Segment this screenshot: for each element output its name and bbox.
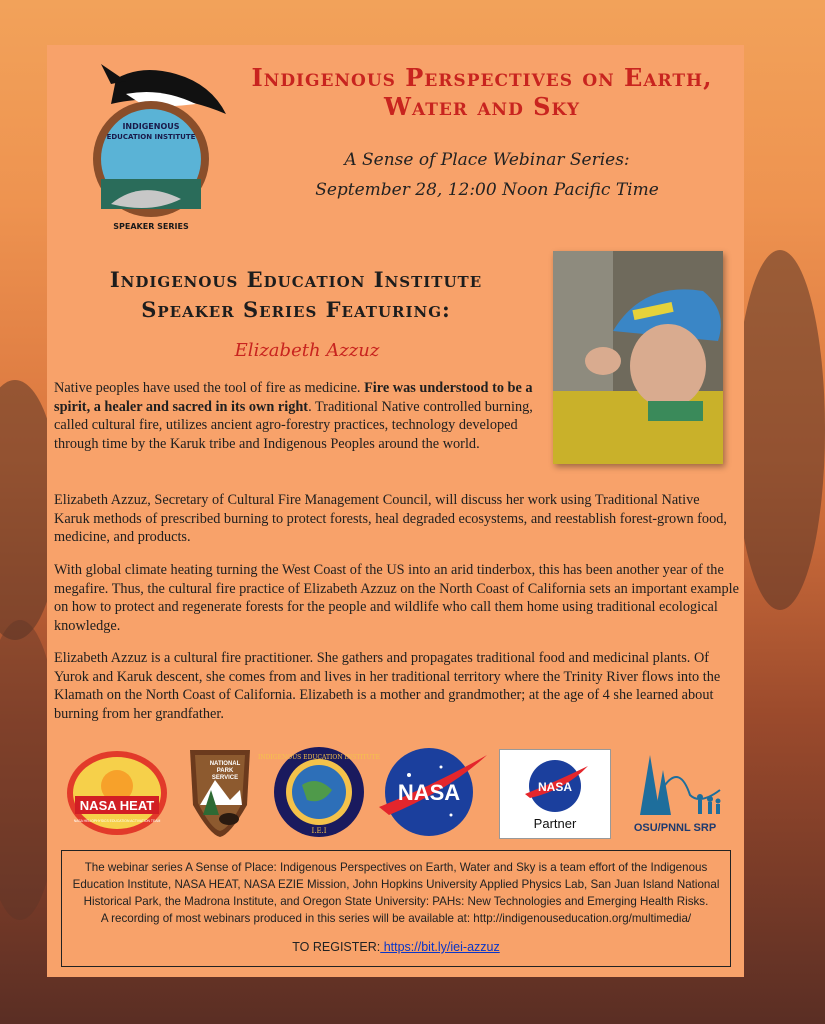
register-link[interactable]: https://bit.ly/iei-azzuz	[380, 940, 500, 954]
event-datetime: September 28, 12:00 Noon Pacific Time	[315, 180, 659, 200]
register-label: TO REGISTER:	[292, 940, 381, 954]
council-paragraph: Elizabeth Azzuz, Secretary of Cultural Fire Management Council, will discuss her work using Traditional Native Karuk methods of prescribed burning to protect forests, heal degraded ecosystems, and reestablish forest-grown food, medicine, and products.	[54, 492, 727, 545]
intro-text-a: Native peoples have used the tool of fire as medicine.	[54, 380, 365, 396]
nasa-heat-logo	[65, 748, 170, 838]
series-name: A Sense of Place Webinar Series:	[344, 150, 630, 170]
nasa-meatball-logo	[379, 745, 489, 840]
svg-text:NASA HEAT: NASA HEAT	[79, 798, 155, 813]
partner-logos	[47, 743, 744, 843]
speaker-name: Elizabeth Azzuz	[234, 340, 380, 361]
feature-heading-line2: Speaker Series Featuring:	[141, 297, 451, 322]
iei-speaker-series-logo	[71, 59, 221, 234]
bio-paragraph: Elizabeth Azzuz is a cultural fire practitioner. She gathers and propagates traditional food and medicinal plants. Of Yurok and Karuk descent, she comes from and lives in her traditional territory where the Trinity River flows into the Klamath on the North Coast of California. Elizabeth is a mother and grandmother; at the age of 4 she learned about burning from her grandfather.	[54, 650, 721, 722]
svg-text:PARK: PARK	[216, 768, 234, 774]
iei-round-logo	[257, 745, 381, 840]
footer-box	[61, 850, 731, 967]
osu-pnnl-srp-logo	[620, 745, 730, 840]
register-line	[68, 939, 724, 956]
nasa-partner-logo	[499, 749, 611, 839]
svg-text:SERVICE: SERVICE	[211, 775, 239, 781]
event-title: Indigenous Perspectives on Earth, Water and Sky	[251, 63, 713, 121]
svg-text:Partner: Partner	[533, 816, 577, 831]
speaker-photo	[553, 251, 723, 464]
flyer-panel	[47, 45, 744, 977]
event-subtitle	[277, 145, 697, 205]
feature-heading	[61, 265, 531, 325]
svg-text:EDUCATION INSTITUTE: EDUCATION INSTITUTE	[106, 133, 196, 141]
footer-recording-note: A recording of most webinars produced in this series will be available at: http://indigenouseducation.org/multimedia/	[100, 912, 692, 925]
intro-paragraph	[54, 379, 544, 453]
footer-credits: The webinar series A Sense of Place: Indigenous Perspectives on Earth, Water and Sky is a team effort of the Indigenous Education Institute, NASA HEAT, NASA EZIE Mission, John Hopkins University Applied Physics Lab, San Juan Island National Historical Park, the Madrona Institute, and Oregon State University: PAHs: New Technologies and Emerging Health Risks.	[72, 861, 720, 908]
megafire-paragraph: With global climate heating turning the West Coast of the US into an arid tinderbox, this has been another year of the megafire. Thus, the cultural fire practice of Elizabeth Azzuz on the North Coast of California sets an important example on how to protect and regenerate forests for the people and wildlife who call them home using traditional ecological knowledge.	[54, 562, 739, 634]
svg-text:NATIONAL: NATIONAL	[209, 761, 241, 767]
intro-text-bold: Fire was understood to be a spirit, a healer and sacred in its own right	[54, 380, 533, 415]
svg-text:INDIGENOUS: INDIGENOUS	[122, 122, 180, 131]
svg-text:I.E.I: I.E.I	[311, 827, 327, 835]
svg-text:NASA: NASA	[397, 780, 461, 805]
background-tree	[735, 250, 825, 610]
svg-text:OSU/PNNL SRP: OSU/PNNL SRP	[633, 822, 717, 834]
intro-text-b: . Traditional Native controlled burning, called cultural fire, utilizes ancient agro-forestry practices, technology developed through time by the Karuk tribe and Indigenous Peoples around the world.	[54, 398, 533, 452]
feature-heading-line1: Indigenous Education Institute	[109, 267, 483, 292]
svg-text:NASA: NASA	[537, 780, 573, 794]
svg-text:NASA HELIOPHYSICS EDUCATION AC: NASA HELIOPHYSICS EDUCATION ACTIVATION TEAM	[73, 819, 161, 823]
svg-text:SPEAKER SERIES: SPEAKER SERIES	[113, 222, 189, 231]
national-park-service-logo	[185, 745, 255, 840]
svg-text:INDIGENOUS EDUCATION INSTITUTE: INDIGENOUS EDUCATION INSTITUTE	[257, 754, 381, 761]
